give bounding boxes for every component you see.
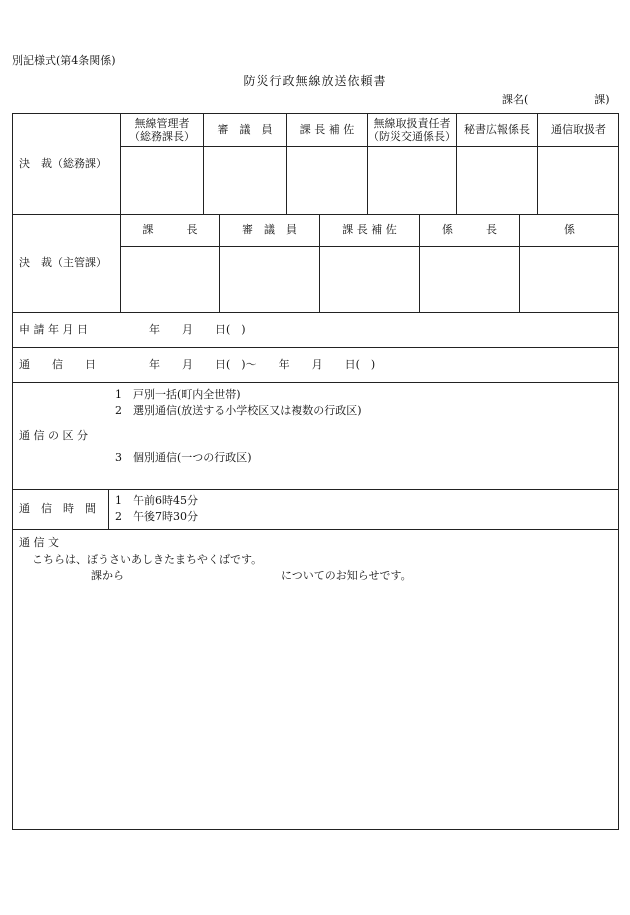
approval-general-col-5: 秘書広報係長 xyxy=(464,123,530,137)
approval-general-col-2: 審 議 員 xyxy=(217,123,273,137)
transmission-type-option-1[interactable]: 1 戸別一括(町内全世帯) xyxy=(115,388,241,401)
message-subject: についてのお知らせです。 xyxy=(281,569,412,582)
message-line-1: こちらは、ぼうさいあしきたまちやくばです。 xyxy=(32,553,263,566)
message-department: 課から xyxy=(91,569,124,582)
approval-main-col-3: 課 長 補 佐 xyxy=(342,223,397,237)
approval-main-col-1: 課 長 xyxy=(142,223,198,237)
approval-general-col-3: 課 長 補 佐 xyxy=(299,123,355,137)
application-date-label: 申 請 年 月 日 xyxy=(19,322,88,336)
approval-main-label: 決 裁（主管課） xyxy=(19,256,107,270)
application-date-value[interactable]: 年 月 日( ) xyxy=(149,322,246,336)
transmission-type-option-3[interactable]: 3 個別通信(一つの行政区) xyxy=(115,451,252,464)
message-label: 通 信 文 xyxy=(19,536,59,549)
transmission-time-label: 通 信 時 間 xyxy=(19,502,96,516)
line xyxy=(120,146,619,147)
approval-general-label: 決 裁（総務課） xyxy=(19,157,107,171)
transmission-time-option-2[interactable]: 2 午後7時30分 xyxy=(115,510,198,523)
approval-main-col-5: 係 xyxy=(564,223,575,237)
form-number: 別記様式(第4条関係) xyxy=(12,54,116,67)
transmission-date-label: 通 信 日 xyxy=(19,357,96,371)
transmission-type-label: 通 信 の 区 分 xyxy=(19,428,88,442)
transmission-time-option-1[interactable]: 1 午前6時45分 xyxy=(115,494,198,507)
document-title: 防災行政無線放送依頼書 xyxy=(243,74,387,88)
approval-general-col-4: 無線取扱責任者 （防災交通係長） xyxy=(368,116,456,143)
approval-main-col-4: 係 長 xyxy=(442,223,497,237)
department-field[interactable]: 課名( 課) xyxy=(502,93,610,106)
approval-main-col-2: 審 議 員 xyxy=(242,223,297,237)
transmission-date-value[interactable]: 年 月 日( )～ 年 月 日( ) xyxy=(149,357,376,371)
transmission-type-option-2[interactable]: 2 選別通信(放送する小学校区又は複数の行政区) xyxy=(115,404,362,417)
line xyxy=(120,246,619,247)
line xyxy=(108,489,109,529)
approval-general-col-6: 通信取扱者 xyxy=(551,123,606,137)
approval-general-col-1: 無線管理者 （総務課長） xyxy=(129,116,195,143)
form-table xyxy=(12,113,619,830)
line xyxy=(13,529,619,530)
